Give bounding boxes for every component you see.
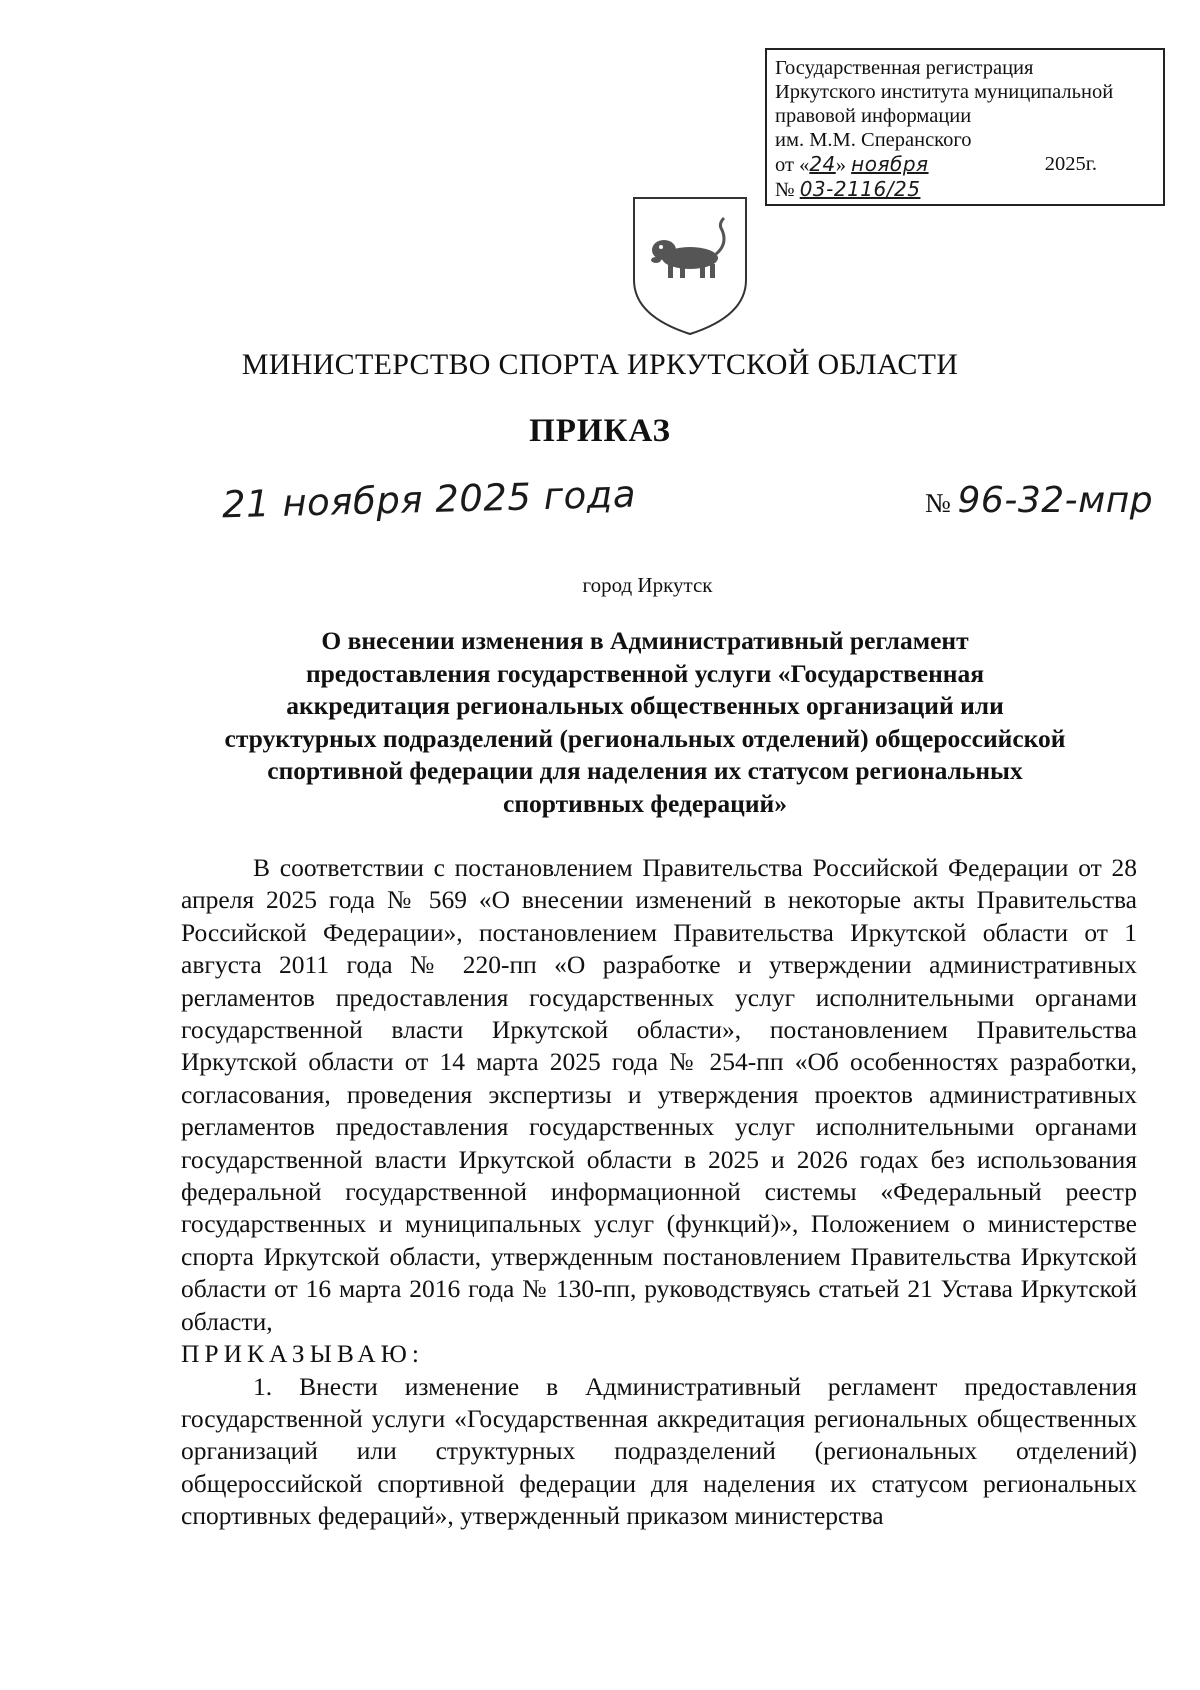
subject-line: предоставления государственной услуги «Государственная bbox=[305, 658, 985, 688]
stamp-number-line bbox=[775, 177, 1155, 202]
stamp-line-1: Государственная регистрация bbox=[775, 57, 1034, 79]
stamp-date-prefix: от « bbox=[775, 154, 810, 176]
order-subject bbox=[170, 625, 1120, 820]
stamp-date-year: 2025г. bbox=[1044, 153, 1097, 175]
ministry-name: МИНИСТЕРСТВО СПОРТА ИРКУТСКОЙ ОБЛАСТИ bbox=[241, 348, 959, 381]
item-1-paragraph: 1. Внести изменение в Административный регламент предоставления государственной услуги «Государственная аккредитация региональных общественных организаций или структурных подразделений (региональных отделений) общероссийской спортивной федерации для наделения их статусом региональных спортивных федераций», утвержденный приказом министерства bbox=[181, 1371, 1137, 1531]
subject-line: структурных подразделений (региональных отделений) общероссийской bbox=[224, 723, 1066, 753]
stamp-line-2: Иркутского института муниципальной bbox=[775, 81, 1114, 103]
subject-line: спортивных федераций» bbox=[503, 788, 787, 818]
stamp-date-mid: » bbox=[835, 154, 847, 176]
city-name: город Иркутск bbox=[582, 573, 713, 597]
stamp-date-day: 24 bbox=[809, 152, 836, 176]
stamp-line-3: правовой информации bbox=[775, 105, 972, 127]
order-number-handwritten: 96-32-мпр bbox=[957, 480, 1154, 521]
stamp-number-value: 03-2116/25 bbox=[799, 177, 921, 201]
stamp-date-month: ноября bbox=[851, 152, 929, 176]
stamp-date-line bbox=[775, 152, 1155, 177]
stamp-line-4: им. М.М. Сперанского bbox=[775, 129, 972, 151]
preamble-paragraph: В соответствии с постановлением Правительства Российской Федерации от 28 апреля 2025 года № 569 «О внесении изменений в некоторые акты Правительства Российской Федерации», постановлением Правительства Иркутской области от 1 августа 2011 года № 220-пп «О разработке и утверждении административных регламентов предоставления государственных услуг исполнительными органами государственной власти Иркутской области», постановлением Правительства Иркутской области от 14 марта 2025 года № 254-пп «Об особенностях разработки, согласования, проведения экспертизы и утверждения проектов административных регламентов предоставления государственных услуг исполнительными органами государственной власти Иркутской области в 2025 и 2026 годах без использования федеральной государственной информационной системы «Федеральный реестр государственных и муниципальных услуг (функций)», Положением о министерстве спорта Иркутской области, утвержденным постановлением Правительства Иркутской области от 16 марта 2016 года № 130-пп, руководствуясь статьей 21 Устава Иркутской области, bbox=[181, 853, 1137, 1336]
irkutsk-coat-of-arms-babr-icon bbox=[630, 194, 750, 336]
order-number bbox=[925, 480, 1153, 521]
document-type-title: ПРИКАЗ bbox=[529, 413, 671, 449]
order-body bbox=[181, 852, 1137, 1533]
subject-line: О внесении изменения в Административный регламент bbox=[321, 626, 969, 655]
registration-stamp bbox=[765, 48, 1165, 206]
stamp-number-label: № bbox=[775, 179, 795, 201]
order-number-label: № bbox=[925, 488, 951, 518]
subject-line: спортивной федерации для наделения их статусом региональных bbox=[267, 756, 1023, 785]
order-date-handwritten: 21 ноября 2025 года bbox=[221, 472, 637, 527]
prikazyvayu-heading: ПРИКАЗЫВАЮ: bbox=[181, 1339, 424, 1369]
subject-line: аккредитация региональных общественных организаций или bbox=[286, 691, 1004, 720]
